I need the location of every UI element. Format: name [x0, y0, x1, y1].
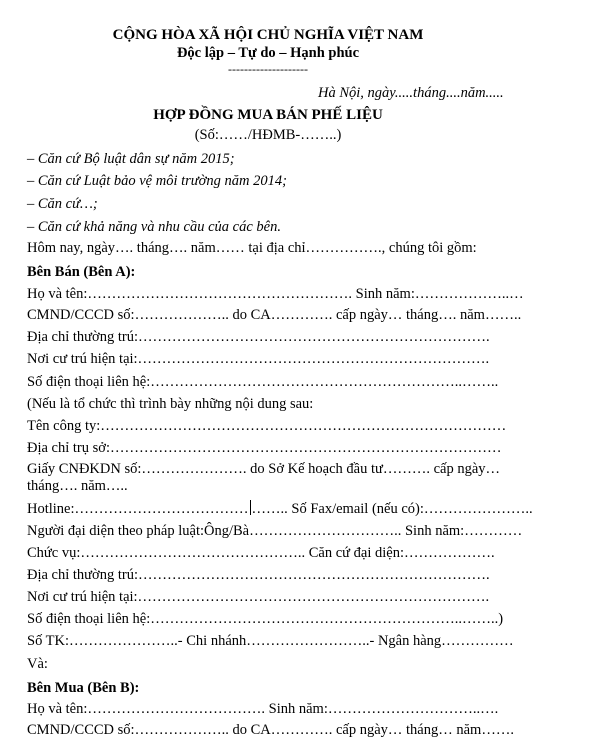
party-a-permanent-address: Địa chỉ thường trú:………………………………………………………………. — [27, 329, 490, 345]
contract-number: (Số:……/HĐMB-……..) — [194, 127, 342, 143]
organization-note: (Nếu là tổ chức thì trình bày những nội dung sau: — [27, 396, 314, 412]
position: Chức vụ:……………………………………….. Căn cứ đại diện:………………. — [27, 545, 495, 561]
party-a-current-residence: Nơi cư trú hiện tại:………………………………………………………………. — [27, 351, 490, 367]
hotline-line — [27, 500, 533, 518]
party-b-id-card: CMND/CCCD số:……………….. do CA…………. cấp ngày… tháng… năm……. — [27, 722, 514, 738]
country-name: CỘNG HÒA XÃ HỘI CHỦ NGHĨA VIỆT NAM — [112, 27, 424, 43]
place-date: Hà Nội, ngày.....tháng....năm..... — [318, 85, 504, 101]
hotline-text: Hotline:……………………………… — [27, 501, 249, 517]
party-a-phone: Số điện thoại liên hệ:………………………………………………………..…….. — [27, 374, 499, 390]
header-divider: -------------------- — [228, 62, 308, 76]
legal-representative: Người đại diện theo pháp luật:Ông/Bà………………………….. Sinh năm:………… — [27, 523, 523, 539]
rep-phone: Số điện thoại liên hệ:………………………………………………………..……..) — [27, 611, 504, 627]
company-name: Tên công ty:………………………………………………………………………… — [27, 418, 507, 434]
legal-basis-2: – Căn cứ Luật bảo vệ môi trường năm 2014; — [27, 173, 287, 189]
party-b-full-name: Họ và tên:………………………………. Sinh năm:…………………………..…. — [27, 701, 499, 717]
rep-permanent-address: Địa chỉ thường trú:………………………………………………………………. — [27, 567, 490, 583]
and-label: Và: — [27, 656, 48, 672]
party-a-heading: Bên Bán (Bên A): — [27, 264, 136, 280]
bank-account: Số TK:…………………..- Chi nhánh……………………..- Ngân hàng…………… — [27, 633, 514, 649]
national-motto: Độc lập – Tự do – Hạnh phúc — [176, 45, 360, 61]
head-office-address: Địa chỉ trụ sở:……………………………………………………………………… — [27, 440, 502, 456]
business-registration-line-2: tháng…. năm….. — [27, 478, 128, 494]
legal-basis-3: – Căn cứ…; — [27, 196, 98, 212]
legal-basis-1: – Căn cứ Bộ luật dân sự năm 2015; — [27, 151, 235, 167]
contract-title: HỢP ĐỒNG MUA BÁN PHẾ LIỆU — [153, 107, 383, 123]
party-a-full-name: Họ và tên:………………………………………………. Sinh năm:………………..… — [27, 286, 524, 302]
party-a-id-card: CMND/CCCD số:……………….. do CA…………. cấp ngày… tháng…. năm…….. — [27, 307, 522, 323]
intro-line: Hôm nay, ngày…. tháng…. năm…… tại địa chỉ……………., chúng tôi gồm: — [27, 240, 477, 256]
rep-current-residence: Nơi cư trú hiện tại:………………………………………………………………. — [27, 589, 490, 605]
party-b-heading: Bên Mua (Bên B): — [27, 680, 140, 696]
legal-basis-4: – Căn cứ khả năng và nhu cầu của các bên. — [27, 219, 281, 235]
fax-email-text: …….. Số Fax/email (nếu có):………………….. — [251, 501, 533, 517]
business-registration-line-1: Giấy CNĐKDN số:…………………. do Sở Kế hoạch đầu tư………. cấp ngày… — [27, 461, 501, 477]
text-cursor — [250, 500, 251, 515]
